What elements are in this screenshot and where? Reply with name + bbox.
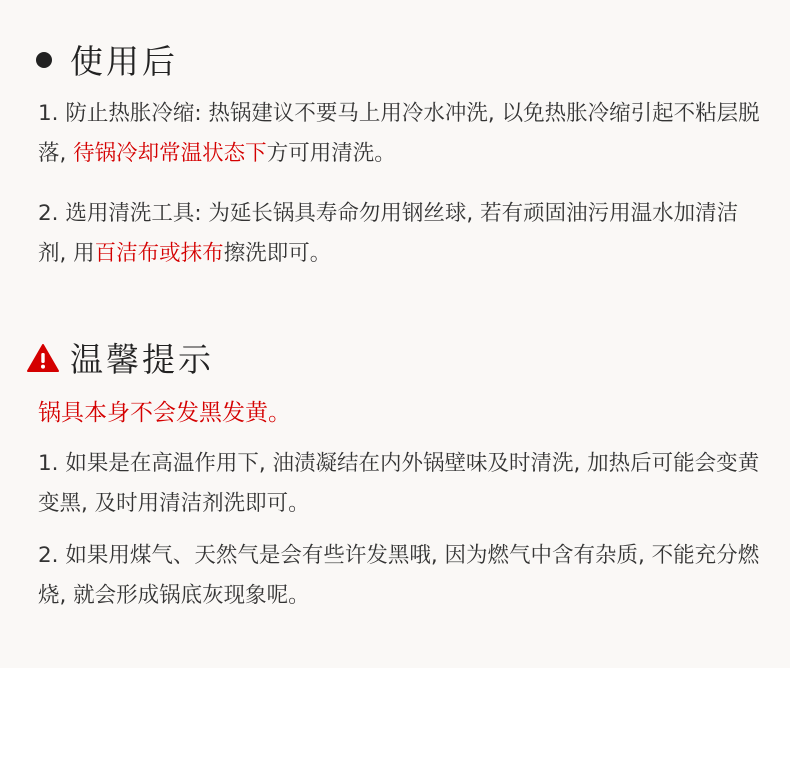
usage-item-1	[38, 94, 760, 174]
bullet-dot-icon	[36, 52, 52, 68]
tips-heading	[36, 334, 214, 381]
tips-item-1: 1. 如果是在高温作用下, 油渍凝结在内外锅壁味及时清洗, 加热后可能会变黄变黑, 及时用清洁剂洗即可。	[38, 451, 760, 516]
usage-item-1-suffix: 方可用清洗。	[266, 141, 396, 166]
tips-item-2: 2. 如果用煤气、天然气是会有些许发黑哦, 因为燃气中含有杂质, 不能充分燃烧, 就会形成锅底灰现象呢。	[38, 543, 760, 608]
usage-item-2-suffix: 擦洗即可。	[223, 241, 332, 266]
tips-title: 温馨提示	[70, 340, 214, 379]
usage-item-2-highlight: 百洁布或抹布	[94, 241, 224, 266]
usage-title: 使用后	[70, 42, 178, 81]
usage-item-1-text: 1. 防止热胀冷缩: 热锅建议不要马上用冷水冲洗, 以免热胀冷缩引起不粘层脱落,	[38, 101, 760, 166]
usage-item-1-highlight: 待锅冷却常温状态下	[73, 141, 267, 166]
usage-heading	[36, 36, 178, 83]
tips-notice: 锅具本身不会发黑发黄。	[38, 400, 291, 426]
usage-item-2-text: 2. 选用清洗工具: 为延长锅具寿命勿用钢丝球, 若有顽固油污用温水加清洁剂, 用	[38, 201, 739, 266]
usage-item-2	[38, 194, 760, 274]
warning-icon	[26, 343, 60, 373]
